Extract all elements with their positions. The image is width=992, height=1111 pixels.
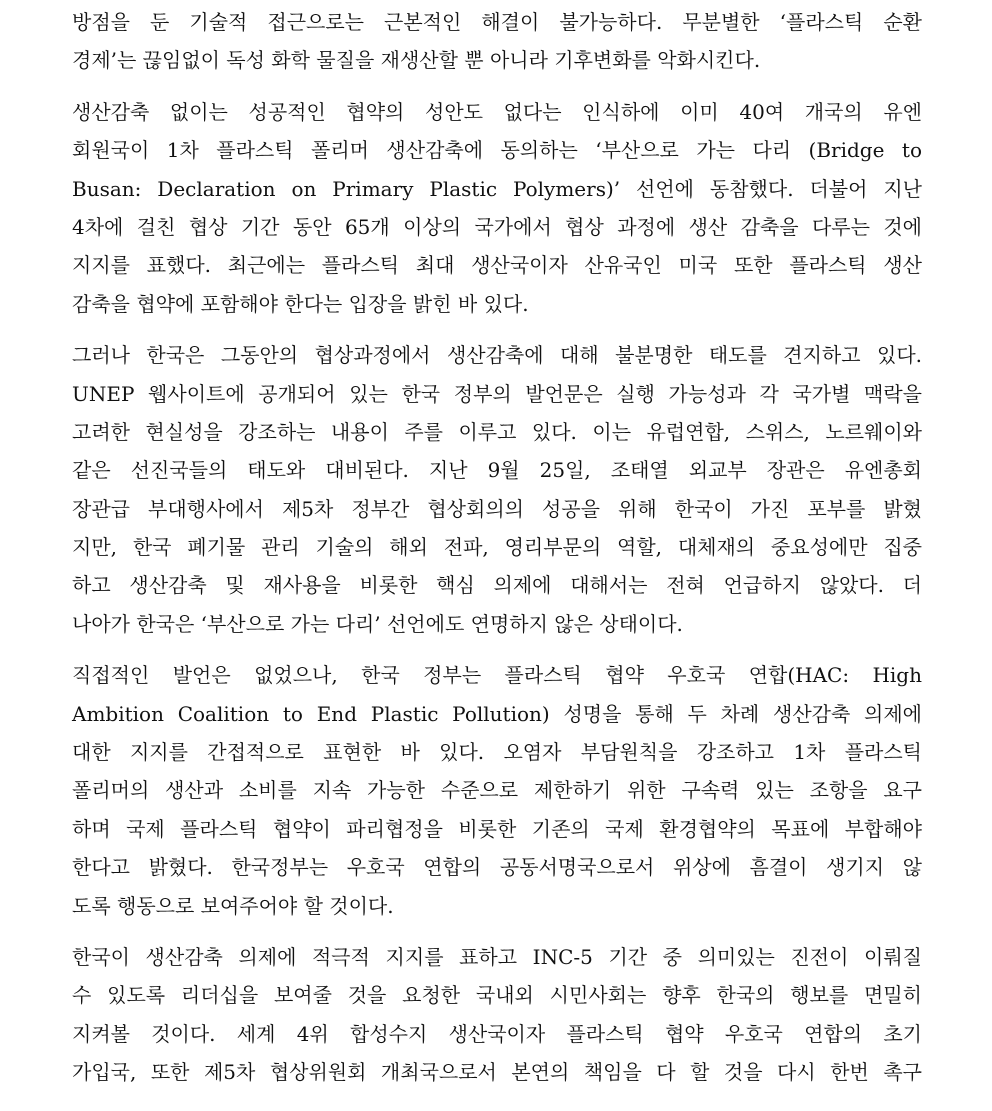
paragraph (72, 938, 922, 1092)
document-body (72, 3, 922, 1105)
text-line: Ambition Coalition to End Plastic Pollution) 성명을 통해 두 차례 생산감축 의제에 (72, 701, 922, 726)
text-line: 회원국이 1차 플라스틱 폴리머 생산감축에 동의하는 ‘부산으로 가는 다리 (Bridge to (72, 138, 922, 163)
text-line: 고려한 현실성을 강조하는 내용이 주를 이루고 있다. 이는 유럽연합, 스위스, 노르웨이와 (72, 419, 922, 444)
text-line: 지만, 한국 폐기물 관리 기술의 해외 전파, 영리부문의 역할, 대체재의 중요성에만 집중 (72, 535, 922, 560)
paragraph (72, 3, 922, 80)
text-line: 방점을 둔 기술적 접근으로는 근본적인 해결이 불가능하다. 무분별한 ‘플라스틱 순환 (72, 10, 922, 34)
text-line: 도록 행동으로 보여주어야 할 것이다. (72, 893, 394, 918)
text-line: 4차에 걸친 협상 기간 동안 65개 이상의 국가에서 협상 과정에 생산 감축을 다루는 것에 (72, 214, 922, 239)
text-line: 나아가 한국은 ‘부산으로 가는 다리’ 선언에도 연명하지 않은 상태이다. (72, 611, 683, 636)
text-line: UNEP 웹사이트에 공개되어 있는 한국 정부의 발언문은 실행 가능성과 각 국가별 맥락을 (72, 381, 922, 406)
text-line: 장관급 부대행사에서 제5차 정부간 협상회의의 성공을 위해 한국이 가진 포부를 밝혔 (72, 496, 922, 521)
text-line: 그러나 한국은 그동안의 협상과정에서 생산감축에 대해 불분명한 태도를 견지하고 있다. (72, 343, 922, 368)
text-line: 직접적인 발언은 없었으나, 한국 정부는 플라스틱 협약 우호국 연합(HAC: High (72, 663, 922, 688)
text-line: 생산감축 없이는 성공적인 협약의 성안도 없다는 인식하에 이미 40여 개국의 유엔 (72, 99, 922, 124)
paragraph (72, 656, 922, 925)
text-line: 가입국, 또한 제5차 협상위원회 개최국으로서 본연의 책임을 다 할 것을 다시 한번 촉구 (72, 1060, 922, 1085)
text-line: 경제’는 끊임없이 독성 화학 물질을 재생산할 뿐 아니라 기후변화를 악화시킨다. (72, 48, 761, 73)
text-line: 한국이 생산감축 의제에 적극적 지지를 표하고 INC-5 기간 중 의미있는 진전이 이뤄질 (72, 944, 922, 969)
paragraph (72, 336, 922, 643)
text-line: Busan: Declaration on Primary Plastic Polymers)’ 선언에 동참했다. 더불어 지난 (72, 176, 922, 201)
text-line: 한다고 밝혔다. 한국정부는 우호국 연합의 공동서명국으로서 위상에 흠결이 생기지 않 (72, 855, 922, 880)
text-line: 감축을 협약에 포함해야 한다는 입장을 밝힌 바 있다. (72, 291, 529, 316)
text-line: 지지를 표했다. 최근에는 플라스틱 최대 생산국이자 산유국인 미국 또한 플라스틱 생산 (72, 253, 922, 278)
text-line: 수 있도록 리더십을 보여줄 것을 요청한 국내외 시민사회는 향후 한국의 행보를 면밀히 (72, 983, 922, 1008)
text-line: 하며 국제 플라스틱 협약이 파리협정을 비롯한 기존의 국제 환경협약의 목표에 부합해야 (72, 816, 922, 841)
text-line: 하고 생산감축 및 재사용을 비롯한 핵심 의제에 대해서는 전혀 언급하지 않았다. 더 (72, 573, 922, 598)
paragraph (72, 93, 922, 323)
text-line: 폴리머의 생산과 소비를 지속 가능한 수준으로 제한하기 위한 구속력 있는 조항을 요구 (72, 778, 922, 803)
text-line: 같은 선진국들의 태도와 대비된다. 지난 9월 25일, 조태열 외교부 장관은 유엔총회 (72, 458, 922, 483)
text-line: 지켜볼 것이다. 세계 4위 합성수지 생산국이자 플라스틱 협약 우호국 연합의 초기 (72, 1021, 922, 1046)
text-line: 대한 지지를 간접적으로 표현한 바 있다. 오염자 부담원칙을 강조하고 1차 플라스틱 (72, 740, 922, 765)
